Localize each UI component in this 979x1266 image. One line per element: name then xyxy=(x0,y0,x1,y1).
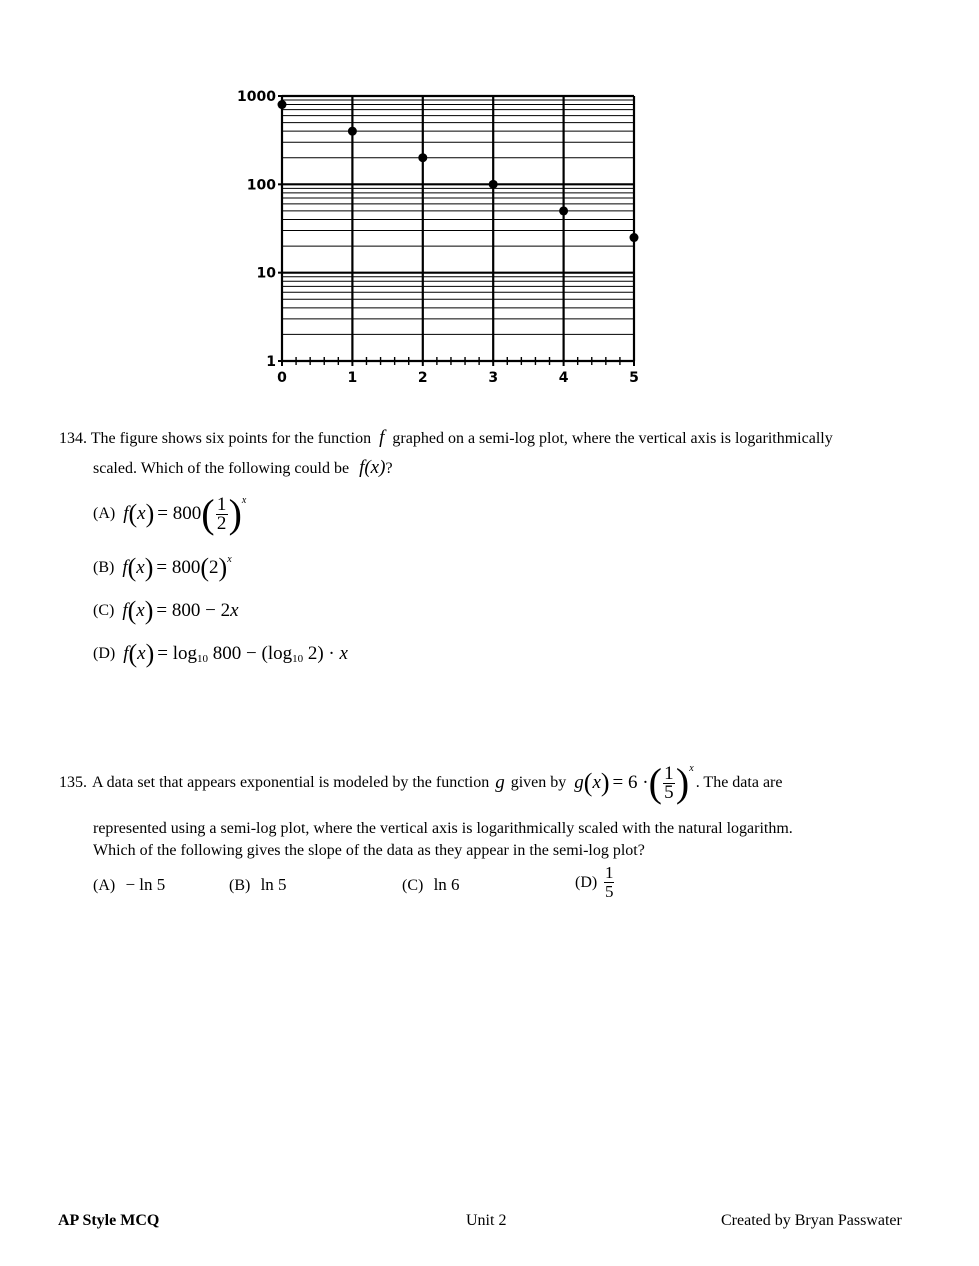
q135-choice-d-label: (D) xyxy=(575,873,598,891)
q135-choice-b[interactable] xyxy=(229,875,287,895)
q134-choice-b[interactable]: (B) f ( x ) = 800 ( 2 ) x xyxy=(93,553,232,582)
q135-number: 135. xyxy=(59,774,87,791)
q134-choice-a-frac-den: 2 xyxy=(216,512,227,534)
chart-x-tick-label: 4 xyxy=(558,370,569,386)
q134-text-a: The figure shows six points for the function xyxy=(90,430,372,447)
q135-gx-frac xyxy=(663,762,675,803)
chart-point xyxy=(559,206,568,215)
q134-choice-b-label: (B) xyxy=(93,559,115,576)
q135-choice-b-value: ln 5 xyxy=(260,875,287,894)
q134-text-c: scaled. Which of the following could be xyxy=(93,460,350,477)
q134-fx: f(x) xyxy=(359,457,386,478)
q135-choice-d[interactable] xyxy=(575,864,615,901)
chart-y-tick-label: 1 xyxy=(266,354,276,370)
q135-choice-c-label: (C) xyxy=(402,877,424,894)
chart-point xyxy=(489,180,498,189)
q134-choice-a-exp: x xyxy=(241,494,247,506)
q134-f: f xyxy=(379,427,385,448)
q134-choice-d-rhs: = log xyxy=(157,643,198,664)
q135-choice-d-frac-den: 5 xyxy=(604,882,614,901)
q135-choice-d-frac-num: 1 xyxy=(604,863,614,882)
chart-major-grid xyxy=(282,96,634,361)
q134-choice-d-mid: 800 − (log xyxy=(208,643,293,664)
q135-gx-rhs: = 6 · xyxy=(612,772,649,793)
q135-gx-lhs: g xyxy=(574,772,584,793)
q135-gx-exp: x xyxy=(689,763,694,774)
q135-text-b: given by xyxy=(510,774,567,791)
q134-choice-b-exp: x xyxy=(227,553,232,565)
chart-point xyxy=(418,153,427,162)
q135-choice-a[interactable] xyxy=(93,875,165,895)
chart-x-tick-label: 0 xyxy=(277,370,287,386)
q134-choice-a[interactable]: (A) f ( x ) = 800 ( $\frac{1}{2}$ ) x xyxy=(93,491,247,536)
q135-line2 xyxy=(93,818,793,840)
chart-x-tick-label: 2 xyxy=(417,370,428,386)
q134-qmark: ? xyxy=(385,460,393,477)
q134-choice-c-label: (C) xyxy=(93,602,115,619)
q135-choice-b-label: (B) xyxy=(229,877,251,894)
q134-line1 xyxy=(59,427,833,450)
semi-log-chart xyxy=(0,0,979,400)
chart-y-tick-label: 100 xyxy=(246,177,276,194)
chart-point xyxy=(278,100,287,109)
q134-choice-d-tail: x xyxy=(339,643,348,664)
footer-left: AP Style MCQ xyxy=(58,1212,160,1229)
chart-x-tick-labels xyxy=(277,361,639,386)
q135-choice-a-label: (A) xyxy=(93,877,116,894)
q134-choice-c-lhs: f xyxy=(122,600,128,621)
q134-choice-d-sub1: 10 xyxy=(197,653,209,665)
chart-x-tick-label: 1 xyxy=(347,370,358,386)
q134-choice-a-frac xyxy=(216,493,228,534)
chart-point xyxy=(348,127,357,136)
chart-y-tick-labels xyxy=(237,89,282,370)
chart-points xyxy=(278,100,639,242)
q135-choice-d-frac xyxy=(604,864,614,901)
q134-choice-d-mid2: 2) · xyxy=(303,643,340,664)
q134-choice-a-rhs: = 800 xyxy=(157,503,202,524)
q134-number: 134. xyxy=(59,430,87,447)
chart-y-tick-label: 1000 xyxy=(237,89,276,105)
q135-gx-frac-den: 5 xyxy=(664,781,674,803)
q134-choice-c[interactable]: (C) f ( x ) = 800 − 2 x xyxy=(93,596,239,625)
q135-text-c: . The data are xyxy=(695,774,783,791)
q134-choice-c-var: x xyxy=(136,600,145,621)
q135-text-e: Which of the following gives the slope of the data as they appear in the semi-log plot? xyxy=(93,842,645,859)
q135-choice-a-value: − ln 5 xyxy=(125,875,166,894)
q134-choice-d-sub2: 10 xyxy=(292,653,304,665)
q134-choice-b-var: x xyxy=(136,557,145,578)
chart-x-tick-label: 3 xyxy=(488,370,499,386)
q134-choice-b-rhs: = 800 xyxy=(156,557,201,578)
q134-choice-a-lhs: f xyxy=(123,503,129,524)
q135-choice-c-value: ln 6 xyxy=(433,875,460,894)
q134-choice-d-lhs: f xyxy=(123,643,129,664)
chart-x-tick-label: 5 xyxy=(629,370,639,386)
q135-choice-c[interactable] xyxy=(402,875,460,895)
q135-line1: 135. A data set that appears exponential is modeled by the function g given by g ( x ) = 6 · ( $\frac{1}{5}$ ) x . The data are xyxy=(59,760,783,805)
q134-choice-b-base: 2 xyxy=(209,557,219,578)
q135-g: g xyxy=(495,772,505,793)
chart-minor-grid xyxy=(282,100,634,334)
q134-text-b: graphed on a semi-log plot, where the vertical axis is logarithmically xyxy=(392,430,833,447)
q134-choice-d-label: (D) xyxy=(93,645,116,662)
footer-center: Unit 2 xyxy=(466,1212,507,1229)
q134-choice-a-label: (A) xyxy=(93,505,116,522)
q135-gx-var: x xyxy=(592,772,601,793)
chart-point xyxy=(630,233,639,242)
q135-text-a: A data set that appears exponential is modeled by the function xyxy=(92,774,490,791)
footer-right: Created by Bryan Passwater xyxy=(721,1212,902,1229)
q134-choice-c-rhs: = 800 − 2 xyxy=(156,600,231,621)
q135-text-d: represented using a semi-log plot, where the vertical axis is logarithmically scaled with the natural logarithm. xyxy=(93,820,793,837)
q134-choice-b-lhs: f xyxy=(122,557,128,578)
q134-line2 xyxy=(93,457,393,480)
q134-choice-c-tail: x xyxy=(230,600,239,621)
chart-y-tick-label: 10 xyxy=(256,265,276,282)
q134-choice-a-var: x xyxy=(137,503,146,524)
q135-line3 xyxy=(93,840,645,862)
q134-choice-d[interactable]: (D) f ( x ) = log 10 800 − (log 10 2) · x xyxy=(93,639,348,668)
q135-gx-frac-num: 1 xyxy=(664,762,674,784)
q134-choice-a-frac-num: 1 xyxy=(216,493,227,515)
q134-choice-d-var: x xyxy=(137,643,146,664)
